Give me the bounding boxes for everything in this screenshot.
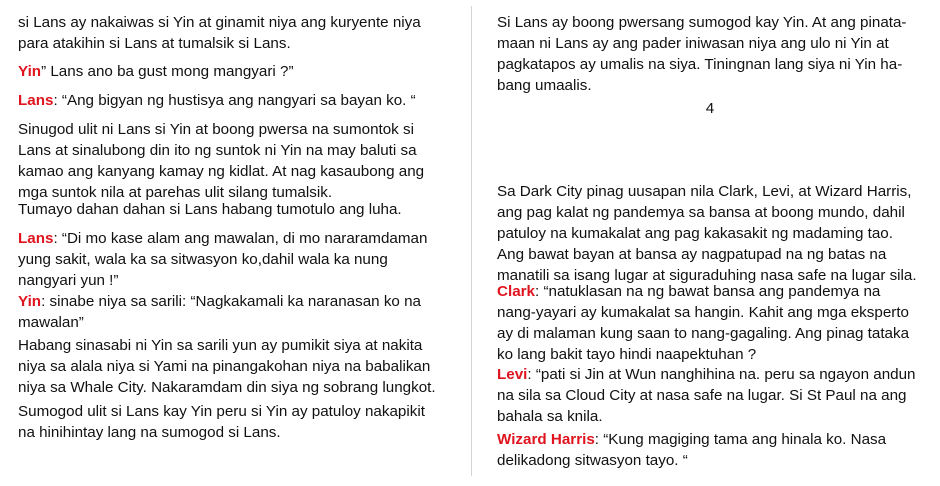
dialogue-text: ” Lans ano ba gust mong mangyari ?” [41, 63, 294, 80]
dialogue-text: : “Ang bigyan ng hustisya ang nangyari sa bayan ko. “ [53, 92, 416, 109]
dialogue-line [18, 228, 438, 291]
paragraph: Sinugod ulit ni Lans si Yin at boong pwersa na sumontok si Lans at sinalubong din ito ng suntok ni Yin na may baluti sa kamao ang kanyang kamay ng kidlat. At nag kasaubong ang mga suntok nila at parehas ulit silang tumalsik. [18, 121, 425, 201]
dialogue-text: : “natuklasan na ng bawat bansa ang pandemya na nang-yayari ay kumakalat sa hangin. Kahit ang mga eksperto ay di malaman kung saan to nang-gagaling. Ang pinag tataka ko lang bakit tayo hindi naapektuhan ? [497, 283, 910, 363]
dialogue-line [18, 291, 438, 333]
speaker-name: Lans [18, 92, 54, 109]
dialogue-text: : sinabe niya sa sarili: “Nagkakamali ka naranasan ko na mawalan” [18, 293, 421, 331]
speaker-name: Wizard Harris [497, 431, 595, 448]
dialogue-line [497, 281, 923, 365]
dialogue-line [18, 61, 438, 82]
speaker-name: Lans [18, 230, 54, 247]
paragraph: Habang sinasabi ni Yin sa sarili yun ay pumikit siya at nakita niya sa alala niya si Yami na pinangakohan niya na babalikan niya sa Whale City. Nakaramdam din siya ng sobrang lungkot. [18, 337, 436, 396]
speaker-name: Clark [497, 283, 535, 300]
dialogue-line [497, 364, 923, 427]
dialogue-text: : “pati si Jin at Wun nanghihina na. peru sa ngayon andun na sila sa Cloud City at nasa safe na lugar. Si St Paul na ang bahala sa knila. [497, 366, 916, 425]
dialogue-text: : “Di mo kase alam ang mawalan, di mo nararamdaman yung sakit, wala ka sa sitwasyon ko,dahil wala ka nung nangyari yun !” [18, 230, 428, 289]
column-divider [471, 6, 472, 476]
paragraph: Sa Dark City pinag uusapan nila Clark, Levi, at Wizard Harris, ang pag kalat ng pandemya sa bansa at boong mundo, dahil patuloy na kumakalat ang pag kakasakit ng madaming tao. Ang bawat bayan at bansa ay nagpatupad na ng batas na manatili sa isang lugar at siguraduhing nasa safe na lugar sila. [497, 183, 917, 284]
paragraph: Sumogod ulit si Lans kay Yin peru si Yin ay patuloy nakapikit na hinihintay lang na sumogod si Lans. [18, 403, 425, 441]
dialogue-text: : “Kung magiging tama ang hinala ko. Nasa delikadong sitwasyon tayo. “ [497, 431, 887, 469]
speaker-name: Levi [497, 366, 528, 383]
dialogue-line [18, 90, 438, 111]
dialogue-line [497, 429, 923, 471]
page-number: 4 [705, 100, 715, 117]
speaker-name: Yin [18, 63, 42, 80]
paragraph: Tumayo dahan dahan si Lans habang tumotulo ang luha. [18, 201, 402, 218]
speaker-name: Yin [18, 293, 42, 310]
paragraph: si Lans ay nakaiwas si Yin at ginamit niya ang kuryente niya para atakihin si Lans at tumalsik si Lans. [18, 14, 421, 52]
paragraph: Si Lans ay boong pwersang sumogod kay Yin. At ang pinata-maan ni Lans ay ang pader iniwasan niya ang ulo ni Yin at pagkatapos ay umalis na siya. Tiningnan lang siya ni Yin ha-bang umaalis. [497, 14, 907, 94]
